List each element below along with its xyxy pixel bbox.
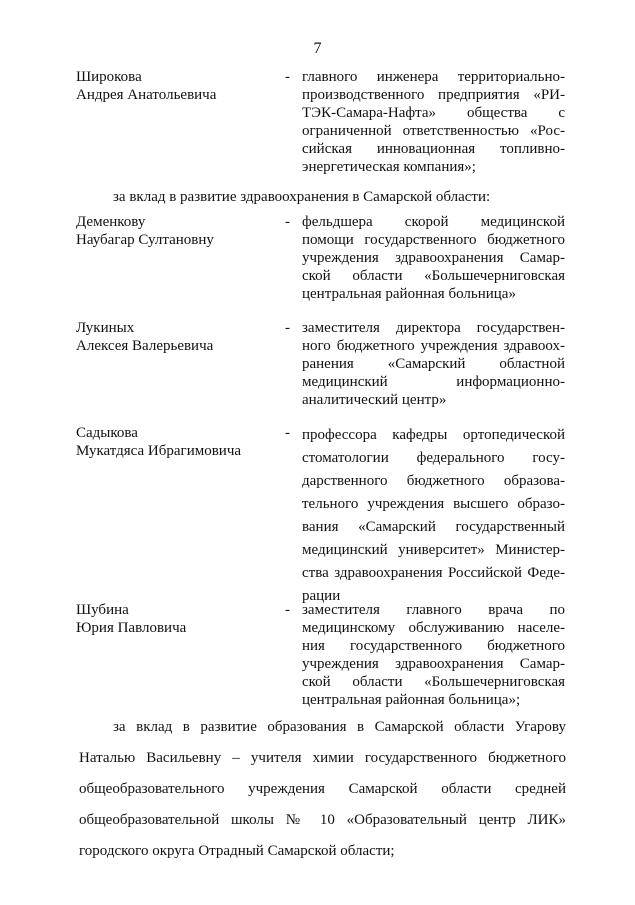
desc-line: ства здравоохранения Российской Феде-: [302, 565, 565, 581]
recipient-name: [76, 424, 276, 460]
dash: -: [285, 320, 290, 336]
desc-line: рации: [302, 588, 341, 604]
recipient-position: [302, 213, 565, 303]
desc-line: ТЭК-Самара-Нафта» общества с: [302, 105, 565, 121]
paragraph-line: городского округа Отрадный Самарской области;: [79, 843, 395, 859]
desc-line: медицинский информационно-: [302, 374, 565, 390]
dash: -: [285, 425, 290, 441]
desc-line: ограниченной ответственностью «Рос-: [302, 123, 565, 139]
recipient-position: [302, 601, 565, 709]
desc-line: стоматологии федерального госу-: [302, 450, 565, 466]
desc-line: помощи государственного бюджетного: [302, 232, 565, 248]
recipient-name: [76, 601, 276, 637]
desc-line: ния государственного бюджетного: [302, 638, 565, 654]
desc-line: тельного учреждения высшего образо-: [302, 496, 565, 512]
section-heading-health: за вклад в развитие здравоохранения в Самарской области:: [113, 189, 491, 205]
recipient-position: [302, 68, 565, 176]
desc-line: фельдшера скорой медицинской: [302, 214, 565, 230]
desc-line: главного инженера территориально-: [302, 69, 565, 85]
name-line: Мукатдяса Ибрагимовича: [76, 443, 242, 459]
desc-line: дарственного бюджетного образова-: [302, 473, 565, 489]
desc-line: учреждения здравоохранения Самар-: [302, 656, 565, 672]
dash: -: [285, 214, 290, 230]
education-award-paragraph: [79, 712, 566, 867]
recipient-name: [76, 213, 276, 249]
desc-line: аналитический центр»: [302, 392, 447, 408]
recipient-position: [302, 424, 565, 608]
recipient-position: [302, 319, 565, 409]
desc-line: ранения «Самарский областной: [302, 356, 565, 372]
desc-line: медицинскому обслуживанию населе-: [302, 620, 565, 636]
paragraph-line: общеобразовательного учреждения Самарской области средней: [79, 781, 566, 797]
desc-line: центральная районная больница»;: [302, 692, 521, 708]
desc-line: заместителя директора государствен-: [302, 320, 565, 336]
desc-line: сийская инновационная топливно-: [302, 141, 565, 157]
desc-line: медицинский университет» Министер-: [302, 542, 565, 558]
dash: -: [285, 69, 290, 85]
name-line: Юрия Павловича: [76, 620, 187, 636]
name-line: Садыкова: [76, 425, 138, 441]
desc-line: ской области «Большечерниговская: [302, 268, 565, 284]
recipient-name: [76, 319, 276, 355]
desc-line: учреждения здравоохранения Самар-: [302, 250, 565, 266]
desc-line: ской области «Большечерниговская: [302, 674, 565, 690]
name-line: Андрея Анатольевича: [76, 87, 217, 103]
name-line: Лукиных: [76, 320, 135, 336]
recipient-name: [76, 68, 276, 104]
desc-line: центральная районная больница»: [302, 286, 516, 302]
name-line: Наубагар Султановну: [76, 232, 214, 248]
desc-line: производственного предприятия «РИ-: [302, 87, 565, 103]
paragraph-line: за вклад в развитие образования в Самарской области Угарову: [113, 719, 566, 735]
desc-line: ного бюджетного учреждения здравоох-: [302, 338, 565, 354]
name-line: Алексея Валерьевича: [76, 338, 214, 354]
name-line: Широкова: [76, 69, 142, 85]
paragraph-line: общеобразовательной школы № 10 «Образовательный центр ЛИК»: [79, 812, 566, 828]
desc-line: заместителя главного врача по: [302, 602, 565, 618]
name-line: Деменкову: [76, 214, 146, 230]
desc-line: профессора кафедры ортопедической: [302, 427, 565, 443]
desc-line: энергетическая компания»;: [302, 159, 476, 175]
page-number: 7: [313, 40, 322, 57]
paragraph-line: Наталью Васильевну – учителя химии государственного бюджетного: [79, 750, 566, 766]
desc-line: вания «Самарский государственный: [302, 519, 565, 535]
dash: -: [285, 602, 290, 618]
name-line: Шубина: [76, 602, 129, 618]
